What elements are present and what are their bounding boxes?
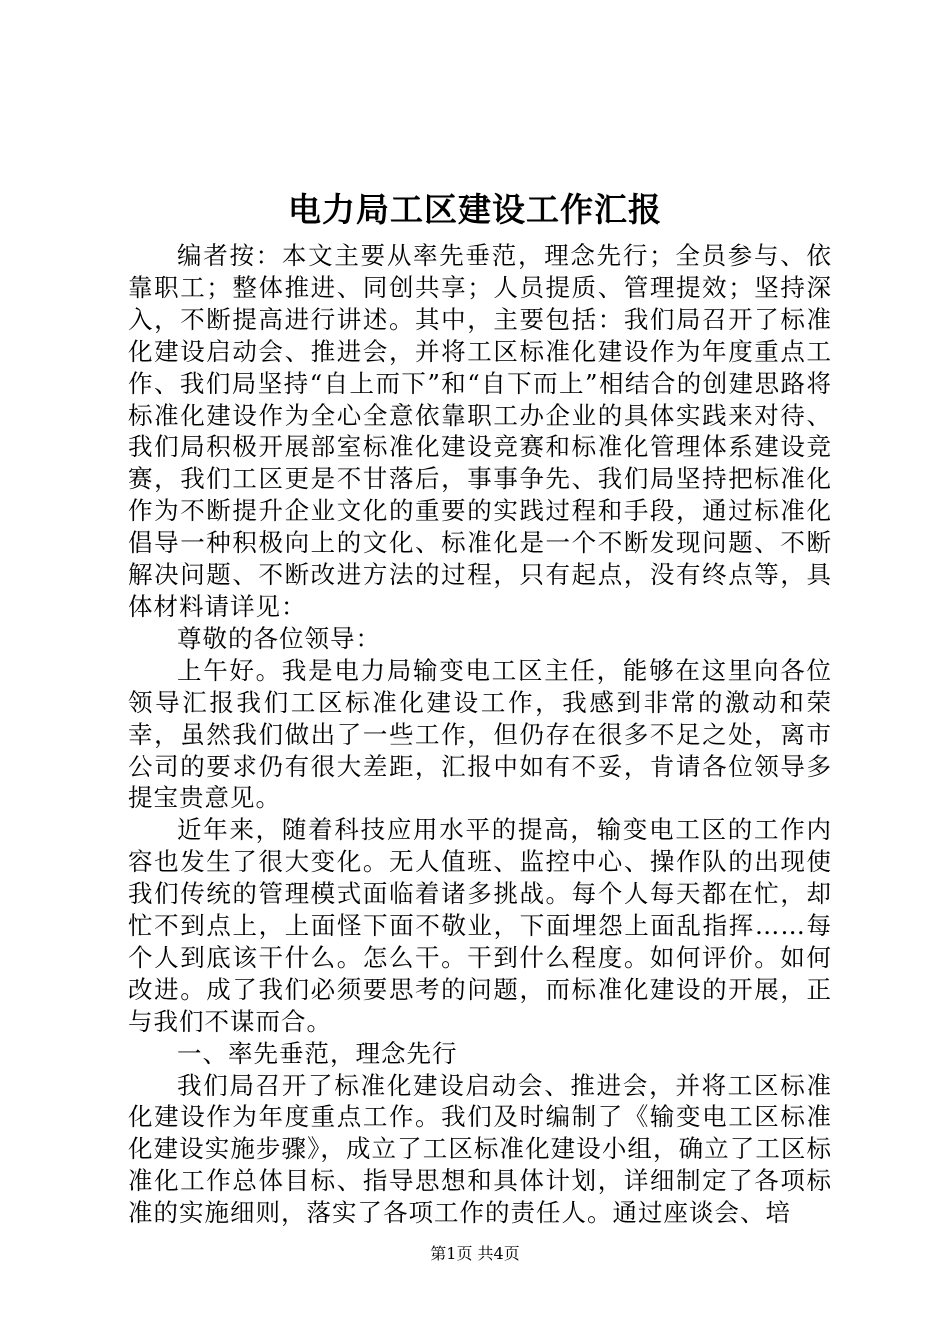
page-footer: 第1页 共4页 bbox=[430, 1244, 520, 1263]
salutation-paragraph: 尊敬的各位领导： bbox=[177, 623, 381, 653]
background-paragraph: 近年来，随着科技应用水平的提高，输变电工区的工作内容也发生了很大变化。无人值班、监控中心、操作队的出现使我们传统的管理模式面临着诸多挑战。每个人每天都在忙，却忙不到点上，上面怪下面不敬业，下面埋怨上面乱指挥……每个人到底该干什么。怎么干。干到什么程度。如何评价。如何改进。成了我们必须要思考的问题，而标准化建设的开展，正与我们不谋而合。 bbox=[128, 815, 832, 1036]
section-1-paragraph: 我们局召开了标准化建设启动会、推进会，并将工区标准化建设作为年度重点工作。我们及时编制了《输变电工区标准化建设实施步骤》，成立了工区标准化建设小组，确立了工区标准化工作总体目标、指导思想和具体计划，详细制定了各项标准的实施细则，落实了各项工作的责任人。通过座谈会、培 bbox=[128, 1070, 832, 1228]
section-heading-1: 一、率先垂范，理念先行 bbox=[177, 1038, 458, 1068]
document-title: 电力局工区建设工作汇报 bbox=[288, 190, 662, 229]
greeting-paragraph: 上午好。我是电力局输变电工区主任，能够在这里向各位领导汇报我们工区标准化建设工作，我感到非常的激动和荣幸，虽然我们做出了一些工作，但仍存在很多不足之处，离市公司的要求仍有很大差距，汇报中如有不妥，肯请各位领导多提宝贵意见。 bbox=[128, 655, 832, 813]
editor-note-paragraph: 编者按：本文主要从率先垂范，理念先行；全员参与、依靠职工；整体推进、同创共享；人员提质、管理提效；坚持深入，不断提高进行讲述。其中，主要包括：我们局召开了标准化建设启动会、推进会，并将工区标准化建设作为年度重点工作、我们局坚持“自上而下”和“自下而上”相结合的创建思路将标准化建设作为全心全意依靠职工办企业的具体实践来对待、我们局积极开展部室标准化建设竞赛和标准化管理体系建设竞赛，我们工区更是不甘落后，事事争先、我们局坚持把标准化作为不断提升企业文化的重要的实践过程和手段，通过标准化倡导一种积极向上的文化、标准化是一个不断发现问题、不断解决问题、不断改进方法的过程，只有起点，没有终点等，具体材料请详见： bbox=[128, 241, 832, 621]
document-body bbox=[128, 240, 832, 1229]
